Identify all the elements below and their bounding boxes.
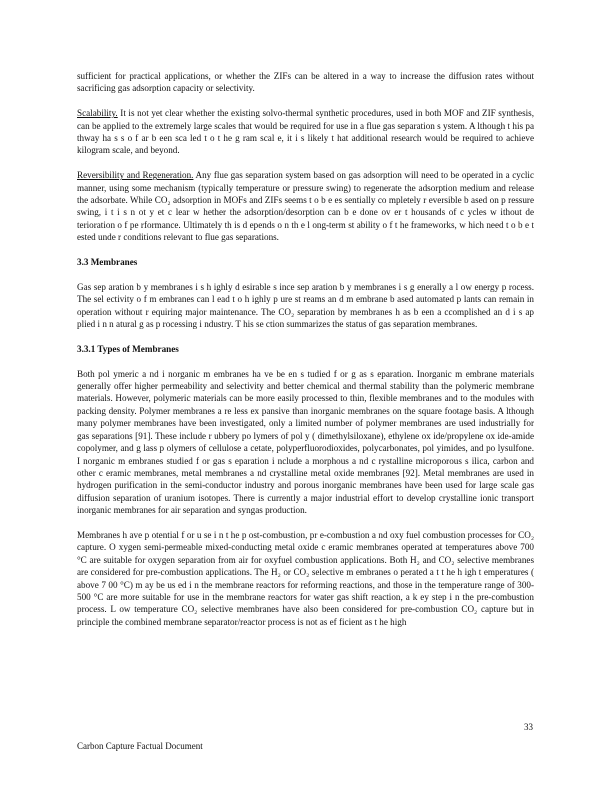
paragraph-gap — [77, 157, 534, 169]
paragraph-text: sufficient for practical applications, or whether the ZIFs can be altered in a way to increase the diffusion rates without sacrificing gas adsorption capacity or selectivity. — [77, 71, 534, 94]
paragraph-gap — [77, 330, 534, 342]
section-heading-membranes: 3.3 Membranes — [77, 257, 138, 268]
footer-document-title: Carbon Capture Factual Document — [77, 741, 203, 751]
paragraph-scalability — [77, 107, 534, 157]
page-content — [77, 70, 534, 628]
paragraph-gap — [77, 95, 534, 107]
paragraph-lead-scalability: Scalability. — [77, 108, 118, 119]
paragraph-gap — [77, 517, 534, 529]
page-number: 33 — [524, 722, 533, 732]
paragraph-membrane-types: Both pol ymeric a nd i norganic m embranes ha ve be en s tudied f or g as s eparation. Inorganic m embrane materials generally offer higher permeability and selectivity and better chemical and thermal stability than the polymeric membrane materials. However, polymeric materials can be more easily processed to thin, flexible membranes and to the modules with packing density. Polymer membranes a re less ex pansive than inorganic membranes on the square footage basis. A lthough many polymer membranes have been investigated, only a limited number of polymer membranes are used industrially for gas separations [91]. These include r ubbery po lymers of pol y ( dimethylsiloxane), ethylene ox ide/propylene ox ide-amide copolymer, and g lass p olymers of cellulose a cetate, polyperfluorodioxides, polycarbonates, pol yimides, and po lysulfone. I norganic m embranes studied f or gas s eparation i nclude a morphous a nd c rystalline microporous s ilica, carbon and other c eramic membranes, metal membranes a nd crystalline metal oxide membranes [92]. Metal membranes are used in hydrogen purification in the semi-conductor industry and porous inorganic membranes have been used for large scale gas diffusion separation of uranium isotopes. There is currently a major industrial effort to develop crystalline ionic transport inorganic membranes for air separation and syngas production. — [77, 368, 534, 516]
paragraph-lead-reversibility: Reversibility and Regeneration. — [77, 170, 194, 181]
section-heading-types-of-membranes: 3.3.1 Types of Membranes — [77, 343, 179, 354]
paragraph-gap — [77, 268, 534, 280]
paragraph-text: It is not yet clear whether the existing solvo-thermal synthetic procedures, used in both MOF and ZIF synthesis, can be applied to the extremely large scales that would be required for use in a flue gas separation s ystem. A lthough t his pa thway ha s s o f ar b een sca led t o t he g ram scal e, it i s likely t hat additional research would be required to achieve kilogram scale, and beyond. — [77, 108, 534, 156]
paragraph-zif-diffusion — [77, 70, 534, 95]
paragraph-gap — [77, 355, 534, 367]
paragraph-text: Any flue gas separation system based on gas adsorption will need to be operated in a cyclic manner, using some mechanism (typically temperature or pressure swing) to regenerate the adsorption medium and release the adsorbate. While CO₂ adsorption in MOFs and ZIFs seems t o b e es sentially co mpletely r eversible b ased on p ressure swing, i t i s n ot y et c lear w hether the adsorption/desorption can b e done ov er t housands of c ycles w ithout de terioration o f pe rformance. Ultimately th is d epends o n th e l ong-term st ability o f t he frameworks, w hich need t o b e t ested unde r conditions relevant to flue gas separations. — [77, 170, 534, 243]
paragraph-membrane-applications: Membranes h ave p otential f or u se i n t he p ost-combustion, pr e-combustion a nd oxy fuel combustion processes for CO₂ capture. O xygen semi-permeable mixed-conducting metal oxide c eramic membranes operated at temperatures above 700 °C are suitable for oxygen separation from air for oxyfuel combustion applications. Both H₂ and CO₂ selective membranes are considered for pre-combustion applications. The H₂ or CO₂ selective m embranes o perated a t t he h igh t emperatures ( above 7 00 °C) m ay be us ed i n the membrane reactors for reforming reactions, and those in the temperature range of 300-500 °C are more suitable for use in the membrane reactors for water gas shift reaction, a k ey step i n the pre-combustion process. L ow temperature CO₂ selective membranes have also been considered for pre-combustion CO₂ capture but in principle the combined membrane separator/reactor process is not as ef ficient as t he high — [77, 529, 534, 627]
paragraph-membranes-intro: Gas sep aration b y membranes i s h ighly d esirable s ince sep aration b y membranes i s g enerally a l ow energy p rocess. The sel ectivity o f m embranes can l ead t o h ighly p ure st reams an d m embrane b ased automated p lants can remain in operation without r equiring major maintenance. The CO₂ separation by membranes h as b een a ccomplished an d i s ap plied i n n atural g as p rocessing i ndustry. T his se ction summarizes the status of gas separation membranes. — [77, 281, 534, 330]
paragraph-gap — [77, 244, 534, 256]
paragraph-reversibility — [77, 169, 534, 243]
